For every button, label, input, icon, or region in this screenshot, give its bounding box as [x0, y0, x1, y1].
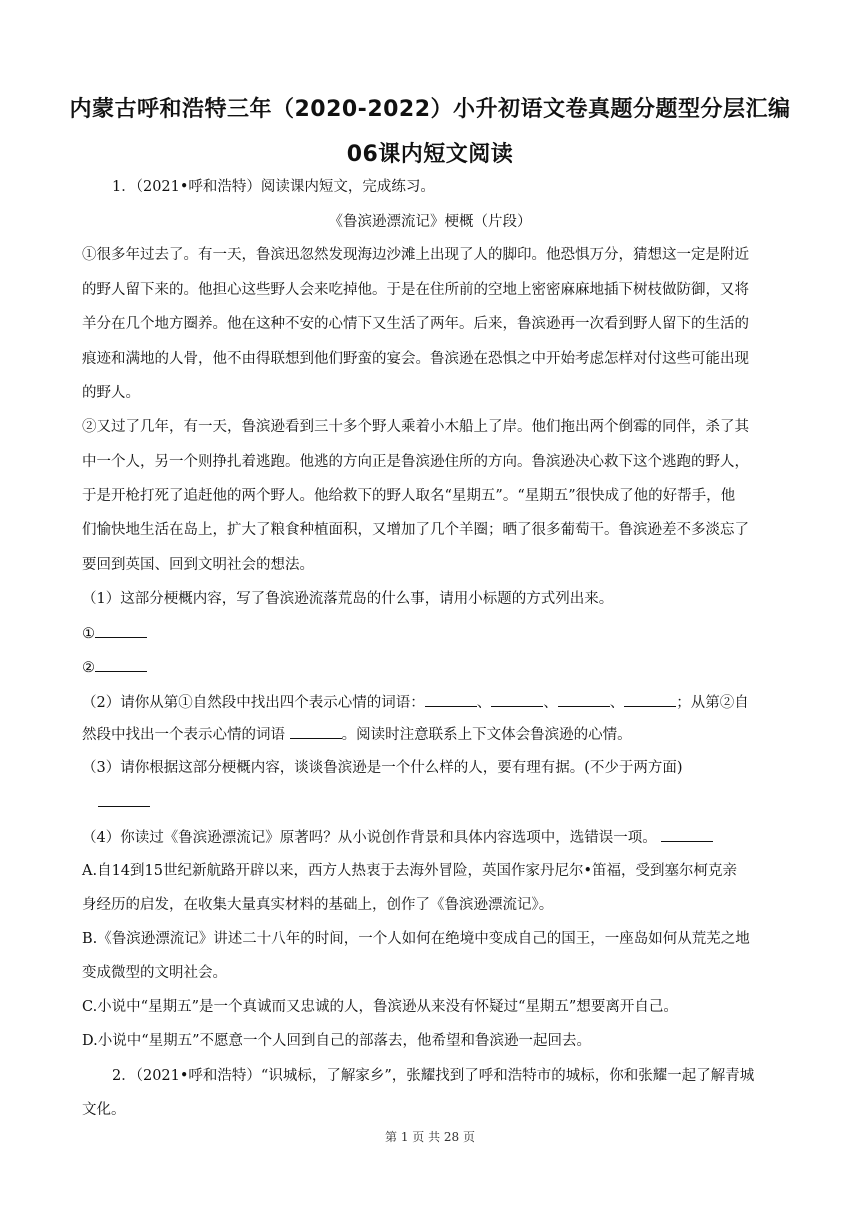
- sub-question-2-text: （2）请你从第①自然段中找出四个表示心情的词语：: [82, 695, 425, 711]
- answer-blank[interactable]: [491, 692, 543, 707]
- separator: 、: [476, 695, 492, 711]
- answer-label-2: ②: [82, 660, 95, 676]
- question-1-header: 1．（2021•呼和浩特）阅读课内短文，完成练习。: [112, 179, 435, 195]
- document-title: 内蒙古呼和浩特三年（2020-2022）小升初语文卷真题分题型分层汇编: [69, 97, 791, 122]
- option-c: C.小说中“星期五”是一个真诚而又忠诚的人，鲁滨逊从来没有怀疑过“星期五”想要离开自己。: [82, 999, 678, 1015]
- option-b-line: 变成微型的文明社会。: [82, 965, 227, 981]
- sub-question-3: （3）请你根据这部分梗概内容，谈谈鲁滨逊是一个什么样的人，要有理有据。(不少于两方面): [82, 760, 683, 776]
- page-footer: 第 1 页 共 28 页: [385, 1130, 475, 1144]
- paragraph-1-line: ①很多年过去了。有一天，鲁滨迅忽然发现海边沙滩上出现了人的脚印。他恐惧万分，猜想这一定是附近: [82, 247, 749, 263]
- option-d: D.小说中“星期五”不愿意一个人回到自己的部落去，他希望和鲁滨逊一起回去。: [82, 1033, 592, 1049]
- answer-blank[interactable]: [95, 657, 147, 672]
- answer-blank[interactable]: [290, 724, 342, 739]
- question-2-line: 2．（2021•呼和浩特）“识城标，了解家乡”，张耀找到了呼和浩特市的城标，你和张耀一起了解青城: [112, 1068, 755, 1084]
- paragraph-2-line: 要回到英国、回到文明社会的想法。: [82, 557, 314, 573]
- sub-question-1: （1）这部分梗概内容，写了鲁滨逊流落荒岛的什么事，请用小标题的方式列出来。: [82, 591, 614, 607]
- document-subtitle: 06课内短文阅读: [346, 142, 514, 167]
- answer-blank[interactable]: [558, 692, 610, 707]
- answer-line-1: [82, 623, 782, 644]
- separator: 、: [609, 695, 625, 711]
- answer-blank[interactable]: [95, 623, 147, 638]
- option-b-line: B.《鲁滨逊漂流记》讲述二十八年的时间，一个人如何在绝境中变成自己的国王，一座岛如何从荒芜之地: [82, 931, 750, 947]
- sub-question-2-text: 然段中找出一个表示心情的词语: [82, 727, 290, 743]
- paragraph-1-line: 羊分在几个地方圈养。他在这种不安的心情下又生活了两年。后来，鲁滨逊再一次看到野人留下的生活的: [82, 316, 749, 332]
- answer-line-3: [98, 792, 798, 813]
- paragraph-1-line: 痕迹和满地的人骨，他不由得联想到他们野蛮的宴会。鲁滨逊在恐惧之中开始考虑怎样对付这些可能出现: [82, 351, 749, 367]
- sub-question-4: [82, 827, 782, 848]
- answer-blank[interactable]: [98, 792, 150, 807]
- answer-line-2: [82, 657, 782, 678]
- sub-question-2-line-2: [82, 724, 782, 745]
- answer-label-1: ①: [82, 626, 95, 642]
- paragraph-2-line: 们愉快地生活在岛上，扩大了粮食种植面积，又增加了几个羊圈；晒了很多葡萄干。鲁滨逊差不多淡忘了: [82, 522, 749, 538]
- answer-blank[interactable]: [624, 692, 676, 707]
- separator: 、: [543, 695, 558, 711]
- paragraph-1-line: 的野人留下来的。他担心这些野人会来吃掉他。于是在住所前的空地上密密麻麻地插下树枝做防御，又将: [82, 282, 749, 298]
- paragraph-2-line: 于是开枪打死了追赶他的两个野人。他给救下的野人取名“星期五”。“星期五”很快成了他的好帮手，他: [82, 488, 736, 504]
- sub-question-2-line-1: [82, 692, 782, 713]
- paragraph-2-line: ②又过了几年，有一天，鲁滨逊看到三十多个野人乘着小木船上了岸。他们拖出两个倒霉的同伴，杀了其: [82, 419, 749, 435]
- answer-blank[interactable]: [661, 827, 713, 842]
- paragraph-1-line: 的野人。: [82, 385, 140, 401]
- answer-blank[interactable]: [425, 692, 477, 707]
- sub-question-4-text: （4）你读过《鲁滨逊漂流记》原著吗？从小说创作背景和具体内容选项中，选错误一项。: [82, 830, 662, 846]
- passage-title: 《鲁滨逊漂流记》梗概（片段）: [328, 214, 532, 230]
- sub-question-2-text: 。阅读时注意联系上下文体会鲁滨逊的心情。: [341, 727, 632, 743]
- paragraph-2-line: 中一个人，另一个则挣扎着逃跑。他逃的方向正是鲁滨逊住所的方向。鲁滨逊决心救下这个逃跑的野人，: [82, 454, 749, 470]
- question-2-line: 文化。: [82, 1102, 126, 1118]
- option-a-line: 身经历的启发，在收集大量真实材料的基础上，创作了《鲁滨逊漂流记》。: [82, 897, 554, 913]
- option-a-line: A.自14到15世纪新航路开辟以来，西方人热衷于去海外冒险，英国作家丹尼尔•笛福，受到塞尔柯克亲: [82, 863, 738, 879]
- sub-question-2-text: ；从第②自: [676, 695, 749, 711]
